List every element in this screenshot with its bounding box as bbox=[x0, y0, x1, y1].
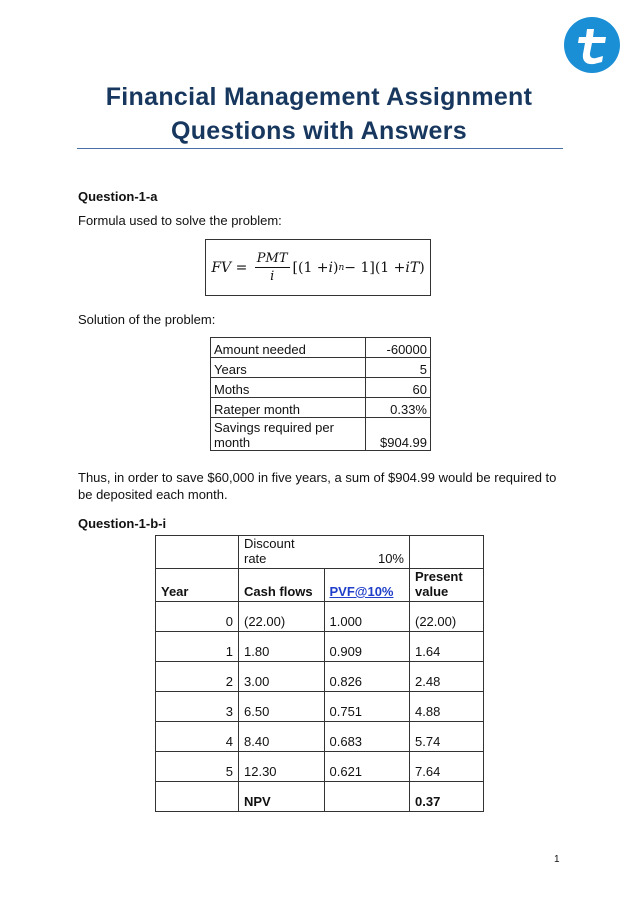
table-row bbox=[211, 378, 431, 398]
npv-value: 0.37 bbox=[410, 782, 484, 812]
table-row bbox=[156, 536, 484, 569]
pv-cell: 4.88 bbox=[410, 692, 484, 722]
solution-intro: Solution of the problem: bbox=[78, 312, 216, 327]
row-value: 60 bbox=[366, 378, 431, 398]
pvf-cell: 0.683 bbox=[324, 722, 410, 752]
t-letter-logo-icon bbox=[563, 16, 621, 74]
year-cell: 3 bbox=[156, 692, 239, 722]
pv-cell: 2.48 bbox=[410, 662, 484, 692]
table-row bbox=[211, 338, 431, 358]
formula-box: FV = $\frac{\text{PMT}}{i}$ [(1 + i ) n − 1](1 + iT ) bbox=[205, 239, 431, 296]
row-label: Savings required per month bbox=[211, 418, 366, 451]
year-cell: 0 bbox=[156, 602, 239, 632]
title-line-1: Financial Management Assignment bbox=[105, 83, 533, 111]
cash-cell: 6.50 bbox=[239, 692, 325, 722]
year-cell: 2 bbox=[156, 662, 239, 692]
pv-cell: 7.64 bbox=[410, 752, 484, 782]
savings-table bbox=[210, 337, 431, 451]
table-row bbox=[156, 752, 484, 782]
title-divider bbox=[77, 148, 563, 149]
year-cell: 5 bbox=[156, 752, 239, 782]
question-1a-heading: Question-1-a bbox=[78, 189, 158, 204]
pvf-cell: 0.826 bbox=[324, 662, 410, 692]
pv-cell: 5.74 bbox=[410, 722, 484, 752]
cash-cell: (22.00) bbox=[239, 602, 325, 632]
cash-cell: 12.30 bbox=[239, 752, 325, 782]
row-label: Moths bbox=[211, 378, 366, 398]
year-cell: 4 bbox=[156, 722, 239, 752]
header-cash-flows: Cash flows bbox=[239, 569, 325, 602]
pvf-cell: 0.621 bbox=[324, 752, 410, 782]
pvf-cell: 1.000 bbox=[324, 602, 410, 632]
table-row bbox=[211, 398, 431, 418]
empty-cell bbox=[156, 782, 239, 812]
table-row bbox=[156, 632, 484, 662]
header-year: Year bbox=[156, 569, 239, 602]
pvf-cell: 0.909 bbox=[324, 632, 410, 662]
table-row bbox=[156, 602, 484, 632]
table-row bbox=[211, 418, 431, 451]
header-present-value: Present value bbox=[410, 569, 484, 602]
npv-table bbox=[155, 535, 484, 812]
npv-row bbox=[156, 782, 484, 812]
conclusion-paragraph: Thus, in order to save $60,000 in five years, a sum of $904.99 would be required to be deposited each month. bbox=[78, 470, 557, 502]
row-label: Years bbox=[211, 358, 366, 378]
cash-cell: 8.40 bbox=[239, 722, 325, 752]
formula-intro: Formula used to solve the problem: bbox=[78, 213, 282, 228]
cash-cell: 3.00 bbox=[239, 662, 325, 692]
empty-cell bbox=[324, 782, 410, 812]
page-title bbox=[60, 80, 578, 148]
table-row bbox=[211, 358, 431, 378]
row-value: 0.33% bbox=[366, 398, 431, 418]
discount-rate-label: Discount rate bbox=[239, 536, 325, 569]
row-value: -60000 bbox=[366, 338, 431, 358]
empty-cell bbox=[410, 536, 484, 569]
year-cell: 1 bbox=[156, 632, 239, 662]
pvf-cell: 0.751 bbox=[324, 692, 410, 722]
table-row bbox=[156, 722, 484, 752]
header-pvf bbox=[324, 569, 410, 602]
table-header-row bbox=[156, 569, 484, 602]
discount-rate-value: 10% bbox=[324, 536, 410, 569]
pvf-link[interactable]: PVF@10% bbox=[329, 584, 394, 599]
row-value: 5 bbox=[366, 358, 431, 378]
pv-cell: (22.00) bbox=[410, 602, 484, 632]
row-label: Amount needed bbox=[211, 338, 366, 358]
pv-cell: 1.64 bbox=[410, 632, 484, 662]
empty-cell bbox=[156, 536, 239, 569]
table-row bbox=[156, 662, 484, 692]
row-label: Rateper month bbox=[211, 398, 366, 418]
row-value: $904.99 bbox=[366, 418, 431, 451]
page-number: 1 bbox=[554, 854, 560, 865]
cash-cell: 1.80 bbox=[239, 632, 325, 662]
title-line-2: Questions with Answers bbox=[170, 117, 467, 145]
npv-label: NPV bbox=[239, 782, 325, 812]
table-row bbox=[156, 692, 484, 722]
question-1bi-heading: Question-1-b-i bbox=[78, 516, 167, 531]
